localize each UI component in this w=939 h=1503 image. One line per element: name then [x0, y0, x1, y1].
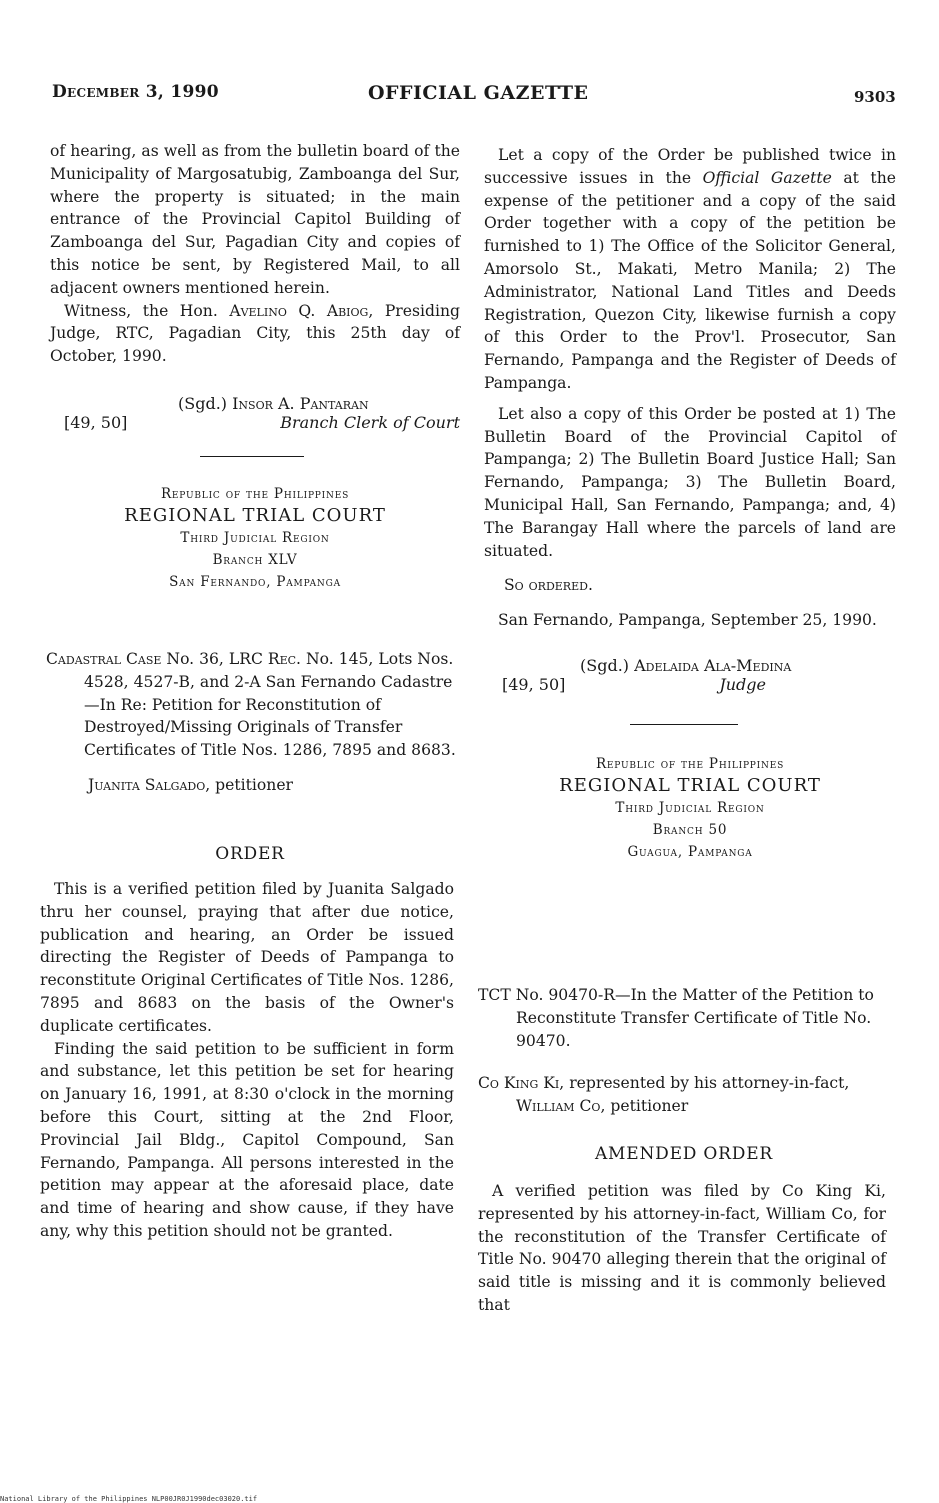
amended-order-heading: AMENDED ORDER [594, 1144, 774, 1164]
order-heading: ORDER [215, 844, 285, 864]
amended-order-body [478, 1180, 886, 1317]
section-divider [200, 456, 304, 457]
order-paragraph: Finding the said petition to be sufficient in form and substance, let this petition be set for hearing on January 16, 1991, at 8:30 o'clock in the morning before this Court, sitting at the 2nd Floor, Provincial Jail Bldg., Capitol Compound, San Fernando, Pampanga. All persons interested in the petition may appear at the aforesaid place, date and time of hearing and show cause, if they have any, why this petition should not be granted. [40, 1039, 454, 1240]
signature-name-line: (Sgd.) Insor A. Pantaran [178, 393, 369, 413]
right-column [484, 144, 896, 863]
scan-footer: National Library of the Philippines NLP00JR0J1990dec03020.tif [0, 1495, 258, 1503]
issue-reference: [49, 50] [64, 412, 128, 432]
case-title: TCT No. 90470-R—In the Matter of the Petition to Reconstitute Transfer Certificate of Title No. 90470. [478, 986, 874, 1050]
signature-name-line: (Sgd.) Adelaida Ala-Medina [580, 655, 792, 675]
continued-paragraph: of hearing, as well as from the bulletin board of the Municipality of Margosatubig, Zamboanga del Sur, where the property is situated; in the main entrance of the Provincial Capitol Building of Zamboanga del Sur, Pagadian City and copies of this notice be sent, by Registered Mail, to all adjacent owners mentioned herein. [50, 142, 460, 297]
petitioner-line: Juanita Salgado, petitioner [88, 775, 294, 794]
witness-judge: Avelino Q. Abiog, [229, 301, 374, 320]
witness-paragraph: Witness, the Hon. Avelino Q. Abiog, Presiding Judge, RTC, Pagadian City, this 25th day of October, 1990. [50, 301, 460, 366]
page-number: 9303 [854, 88, 896, 106]
court-block: Republic of the Philippines REGIONAL TRIAL COURT Third Judicial Region Branch 50 Guagua, Pampanga [559, 755, 821, 860]
signatory-name: Insor A. Pantaran [232, 393, 369, 413]
posting-paragraph: Let also a copy of this Order be posted at 1) The Bulletin Board of the Provincial Capitol of Pampanga; 2) The Bulletin Board Justice Hall; San Fernando, Pampanga; 3) The Bulletin Board, Municipal Hall, San Fernando, Pampanga; and, 4) The Barangay Hall where the parcels of land are situated. [484, 404, 896, 560]
case-title: Cadastral Case No. 36, LRC Rec. No. 145, Lots Nos. 4528, 4527-B, and 2-A San Fernando Cadastre—In Re: Petition for Reconstitution of Destroyed/Missing Originals of Transfer Certificates of Title Nos. 1286, 7895 and 8683. [46, 650, 456, 760]
page-date: December 3, 1990 [52, 82, 219, 102]
signature-position-line [50, 413, 460, 432]
section-divider [630, 724, 738, 725]
so-ordered: So ordered. [504, 576, 593, 595]
gazette-name: Official Gazette [702, 168, 832, 187]
order-paragraph: This is a verified petition filed by Juanita Salgado thru her counsel, praying that after due notice, publication and hearing, an Order be issued directing the Register of Deeds of Pampanga to reconstitute Original Certificates of Title Nos. 1286, 7895 and 8683 on the basis of the Owner's duplicate certificates. [40, 880, 454, 1035]
court-block: Republic of the Philippines REGIONAL TRIAL COURT Third Judicial Region Branch XLV San Fernando, Pampanga [124, 485, 386, 590]
signature-position-line [484, 675, 896, 694]
signatory-position: Branch Clerk of Court [280, 412, 460, 432]
petitioner-line: Co King Ki, represented by his attorney-in-fact, William Co, petitioner [478, 1074, 850, 1116]
signatory-position: Judge [719, 674, 766, 694]
issue-reference: [49, 50] [502, 674, 566, 694]
left-column [50, 140, 460, 593]
publication-paragraph: Let a copy of the Order be published twice in successive issues in the Official Gazette at the expense of the petitioner and a copy of the said Order together with a copy of the petition be furnished to 1) The Office of the Solicitor General, Amorsolo St., Makati, Metro Manila; 2) The Administrator, National Land Titles and Deeds Registration, Quezon City, likewise furnish a copy of this Order to the Prov'l. Prosecutor, San Fernando, Pampanga and the Register of Deeds of Pampanga. [484, 146, 896, 392]
place-date: San Fernando, Pampanga, September 25, 1990. [498, 611, 877, 630]
signatory-name: Adelaida Ala-Medina [634, 655, 792, 675]
order-body [40, 878, 454, 1243]
publication-title: OFFICIAL GAZETTE [368, 82, 589, 104]
case-title-block [478, 984, 888, 1118]
case-title-block [46, 648, 458, 794]
order-paragraph: A verified petition was filed by Co King Ki, represented by his attorney-in-fact, William Co, for the reconstitution of the Transfer Certificate of Title No. 90470 alleging therein that the original of said title is missing and it is commonly believed that [478, 1182, 886, 1314]
